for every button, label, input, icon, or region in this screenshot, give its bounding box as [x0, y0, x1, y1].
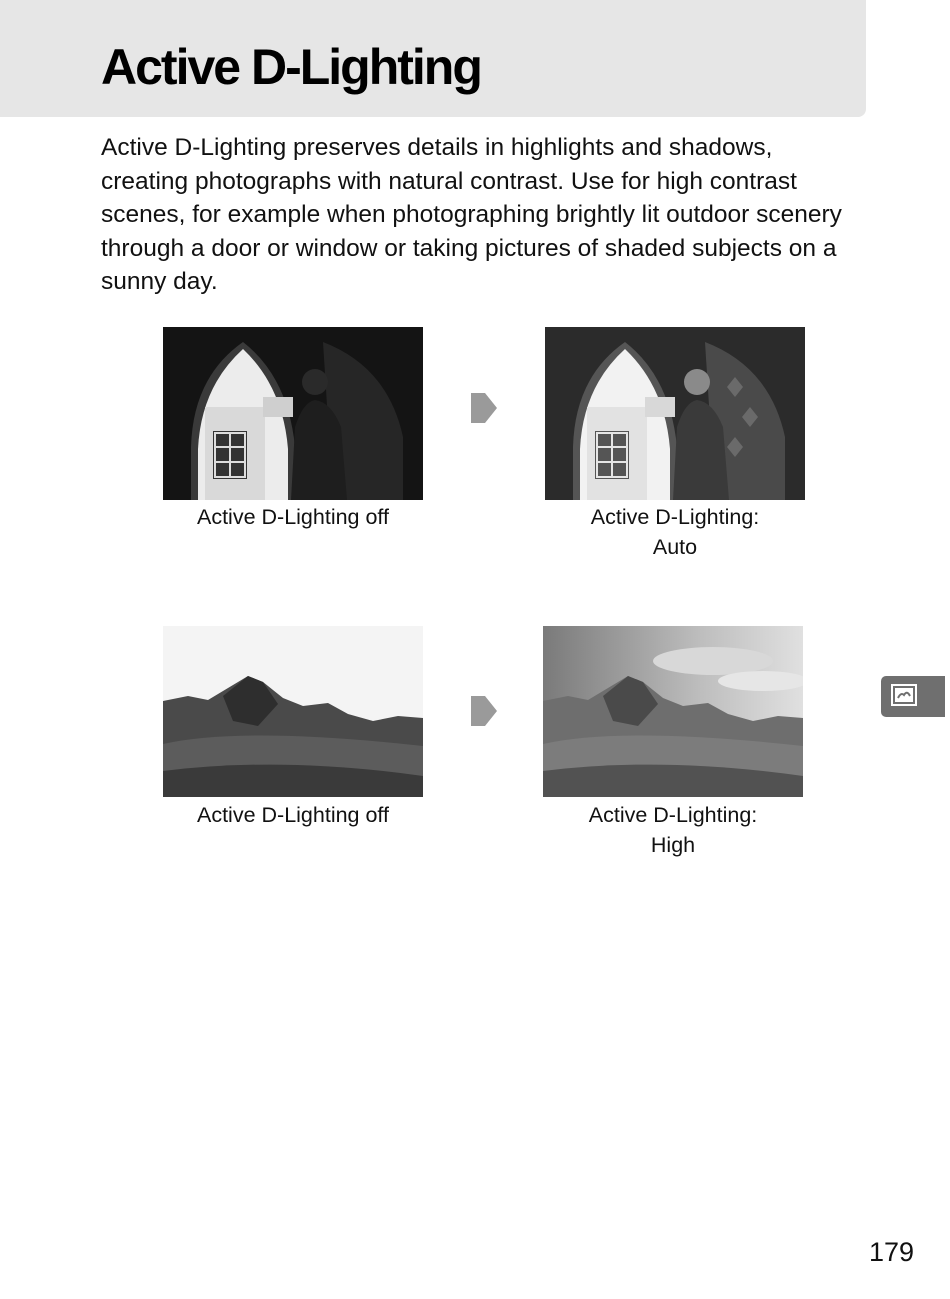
caption-off-2: Active D-Lighting off [196, 803, 389, 827]
doorway-photo-off [163, 327, 423, 500]
intro-paragraph: Active D-Lighting preserves details in highlights and shadows, creating photographs with natural contrast. Use for high contrast scenes, for example when photographing brightly lit outdoor scenery through a door or window or taking pictures of shaded subjects on a sunny day. [101, 134, 842, 295]
shooting-menu-icon [891, 683, 917, 709]
caption-on-1: Active D-Lighting: Auto [590, 505, 760, 559]
arrow-right-icon [469, 389, 499, 427]
shooting-menu-tab[interactable] [881, 676, 945, 717]
doorway-photo-auto [545, 327, 805, 500]
mountain-photo-high [543, 626, 803, 797]
caption-on-2: Active D-Lighting: High [588, 803, 758, 857]
page-title: Active D-Lighting [101, 39, 481, 95]
mountain-photo-off [163, 626, 423, 797]
page-number: 179 [868, 1237, 914, 1267]
arrow-right-icon [469, 692, 499, 730]
caption-off-1: Active D-Lighting off [196, 505, 389, 529]
